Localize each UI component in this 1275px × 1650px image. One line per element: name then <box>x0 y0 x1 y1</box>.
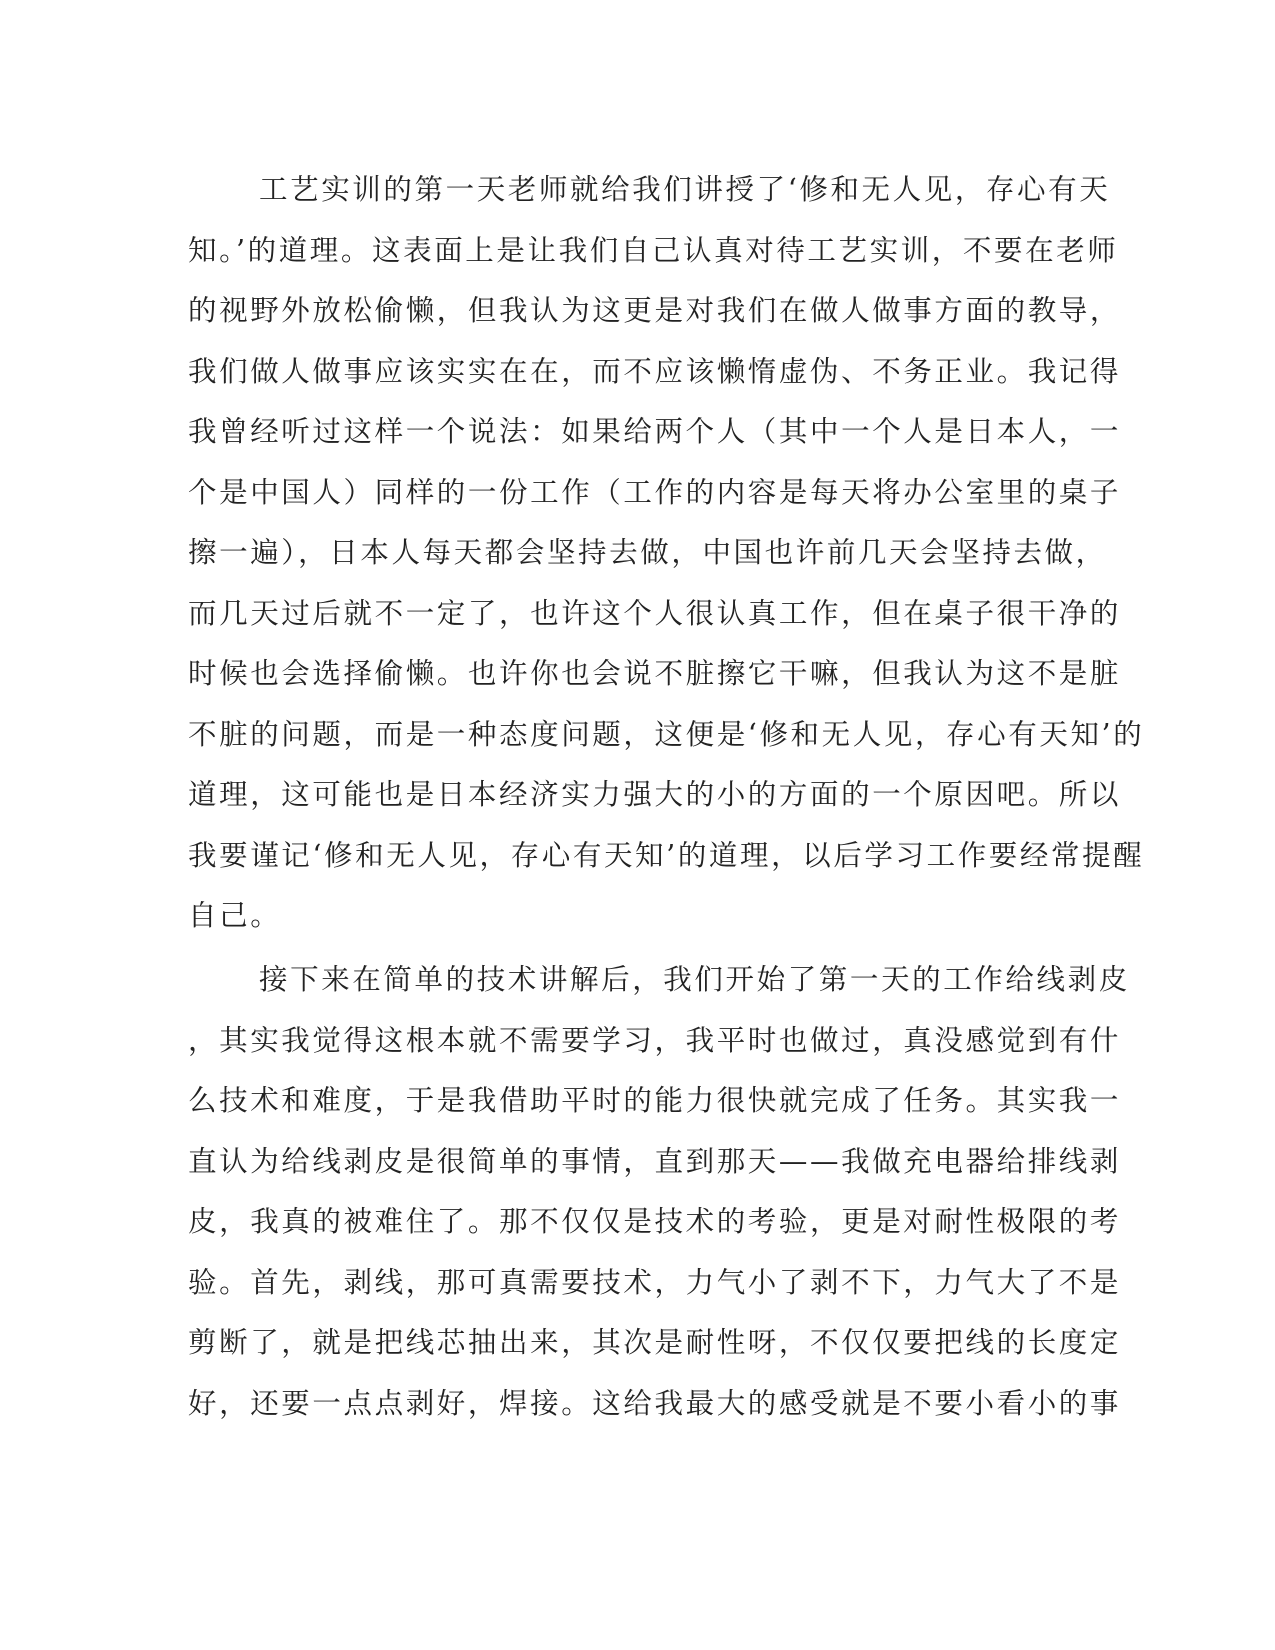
paragraph-line: 而几天过后就不一定了，也许这个人很认真工作，但在桌子很干净的 <box>188 596 1122 630</box>
paragraph-line: 工艺实训的第一天老师就给我们讲授了‘修和无人见，存心有天 <box>259 173 1111 206</box>
paragraph-line: 的视野外放松偷懒，但我认为这更是对我们在做人做事方面的教导， <box>188 294 1122 327</box>
paragraph-line: 时候也会选择偷懒。也许你也会说不脏擦它干嘛，但我认为这不是脏 <box>188 657 1122 690</box>
paragraph-line: 接下来在简单的技术讲解后，我们开始了第一天的工作给线剥皮 <box>259 963 1130 996</box>
paragraph-line: 我曾经听过这样一个说法：如果给两个人（其中一个人是日本人，一 <box>188 415 1122 448</box>
paragraph-line: 自己。 <box>188 899 282 932</box>
paragraph-line: 直认为给线剥皮是很简单的事情，直到那天——我做充电器给排线剥 <box>188 1144 1122 1178</box>
paragraph-line: 擦一遍），日本人每天都会坚持去做，中国也许前几天会坚持去做， <box>188 536 1107 569</box>
paragraph-line: 我要谨记‘修和无人见，存心有天知’的道理，以后学习工作要经常提醒 <box>188 838 1145 872</box>
paragraph-line: 道理，这可能也是日本经济实力强大的小的方面的一个原因吧。所以 <box>188 778 1122 811</box>
paragraph-line: 好，还要一点点剥好，焊接。这给我最大的感受就是不要小看小的事 <box>188 1386 1122 1420</box>
paragraph-line: 剪断了，就是把线芯抽出来，其次是耐性呀，不仅仅要把线的长度定 <box>188 1326 1122 1359</box>
paragraph-line: 知。’的道理。这表面上是让我们自己认真对待工艺实训，不要在老师 <box>188 233 1119 267</box>
paragraph-line: 个是中国人）同样的一份工作（工作的内容是每天将办公室里的桌子 <box>188 475 1122 509</box>
paragraph-line: 皮，我真的被难住了。那不仅仅是技术的考验，更是对耐性极限的考 <box>188 1205 1122 1238</box>
paragraph-line: 不脏的问题，而是一种态度问题，这便是‘修和无人见，存心有天知’的 <box>188 717 1145 751</box>
paragraph-line: 验。首先，剥线，那可真需要技术，力气小了剥不下，力气大了不是 <box>188 1265 1122 1299</box>
paragraph-1 <box>188 160 1145 947</box>
paragraph-2 <box>188 950 1130 1434</box>
paragraph-line: 么技术和难度，于是我借助平时的能力很快就完成了任务。其实我一 <box>188 1084 1122 1117</box>
paragraph-line: 我们做人做事应该实实在在，而不应该懒惰虚伪、不务正业。我记得 <box>188 354 1122 388</box>
paragraph-line: ，其实我觉得这根本就不需要学习，我平时也做过，真没感觉到有什 <box>188 1023 1122 1057</box>
